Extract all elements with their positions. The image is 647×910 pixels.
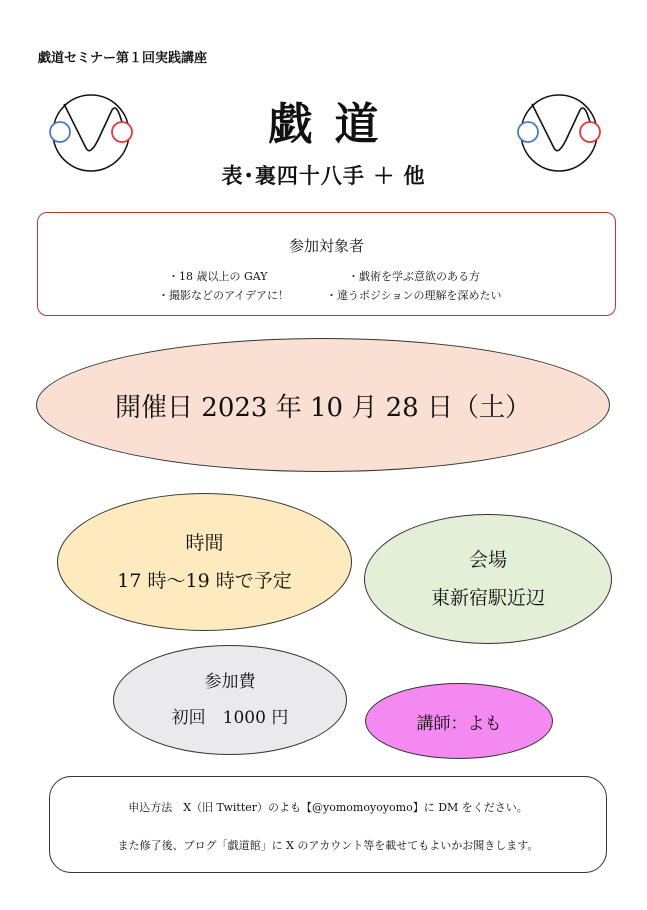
venue-ellipse [364,514,612,644]
apply-line-1: 申込方法 X（旧 Twitter）のよも【@yomomoyoyomo】に DM をください。 [128,801,528,814]
time-ellipse [57,493,352,631]
audience-item: ・18 歳以上の GAY [168,270,268,283]
page-title: 戯道 [268,99,401,150]
date-text: 開催日 2023 年 10 月 28 日（土） [115,392,531,423]
audience-item: ・撮影などのアイデアに！ [158,289,290,302]
fee-value: 初回 1000 円 [171,708,289,728]
time-label: 時間 [185,532,224,554]
apply-line-2: また修了後、ブログ「戯道館」に X のアカウント等を載せてもよいかお聞きします。 [117,839,539,852]
audience-heading: 参加対象者 [288,237,364,255]
subtitle: 表･裏四十八手 ＋ 他 [221,163,426,188]
date-ellipse [36,338,610,472]
seminar-label: 戯道セミナー第１回実践講座 [38,51,208,66]
fee-ellipse [113,645,347,755]
audience-item: ・戯術を学ぶ意欲のある方 [348,270,480,283]
teacher-ellipse [365,683,553,759]
audience-item: ・違うポジションの理解を深めたい [326,289,502,302]
apply-box [49,776,607,873]
teacher-text: 講師：よも [416,713,502,734]
time-value: 17 時～19 時で予定 [117,570,292,592]
audience-box [37,212,616,316]
venue-label: 会場 [468,549,507,571]
fee-label: 参加費 [204,672,256,692]
venue-value: 東新宿駅近辺 [430,587,545,609]
